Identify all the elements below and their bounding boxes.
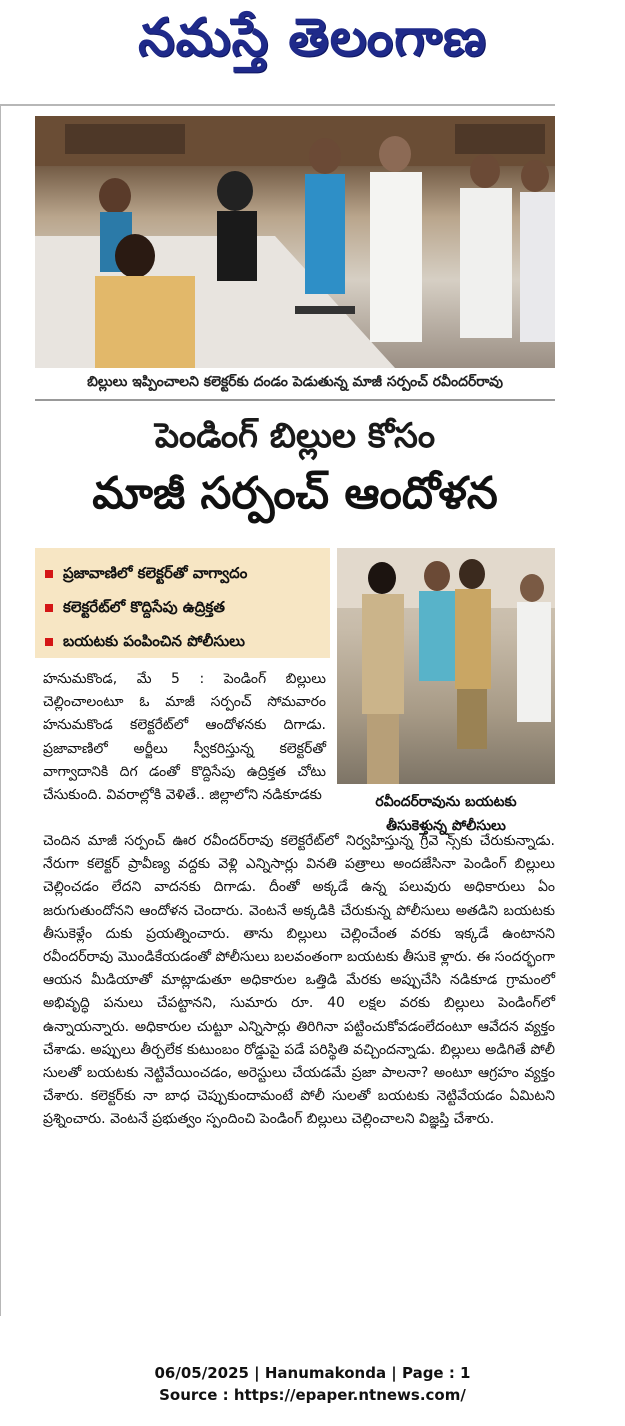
bullet-square-icon (45, 570, 53, 578)
article-body-narrow: హనుమకొండ, మే 5 : పెండింగ్ బిల్లులు చెల్లించాలంటూ ఓ మాజీ సర్పంచ్ సోమవారం హనుమకొండ కలెక్టరేట్‌లో ఆందోళనకు దిగాడు. ప్రజావాణిలో అర్జీలు స్వీకరిస్తున్న కలెక్టర్‌తో వాగ్వాదానికి దిగ డంతో కొద్దిసేపు ఉద్రిక్తత చోటు చేసుకుంది. వివరాల్లోకి వెళితే.. జిల్లాలోని నడికూడకు (43, 671, 326, 804)
police-photo (337, 548, 555, 784)
highlight-item: బయటకు పంపించిన పోలీసులు (45, 624, 330, 658)
newspaper-title: నమస్తే తెలంగాణ (138, 8, 487, 68)
headline-line-1: పెండింగ్ బిల్లుల కోసం (154, 416, 436, 456)
article-body-wide: చెందిన మాజీ సర్పంచ్ ఊర రవీందర్‌రావు కలెక్టరేట్‌లో నిర్వహిస్తున్న గ్రీవె న్స్‌కు చేరుకున్నాడు. నేరుగా కలెక్టర్ ప్రావీణ్య వద్దకు వెళ్లి ఎన్నిసార్లు వినతి పత్రాలు అందజేసినా పెండింగ్ బిల్లులు చెల్లించడం లేదని వాదనకు దిగాడు. దీంతో అక్కడే ఉన్న పలువురు అధికారులు ఏం జరుగుతుందోనని ఆందోళన చెందారు. వెంటనే అక్కడికి చేరుకున్న పోలీసులు అతడిని బయటకు తీసుకెళ్లేం దుకు ప్రయత్నించారు. తాను బిల్లులు చెల్లించేంత వరకు ఇక్కడే ఉంటానని రవీందర్‌రావు మొండికేయడంతో పోలీసులు బలవంతంగా బయటకు తీసుకె ళ్లారు. ఈ సందర్భంగా ఆయన మీడియాతో మాట్లాడుతూ అధికారుల ఒత్తిడి మేరకు అప్పుచేసి నడికూడ గ్రామంలో అభివృద్ధి పనులు చేపట్టానని, సుమారు రూ. 40 లక్షల వరకు బిల్లులు పెండింగ్‌లో ఉన్నాయన్నారు. అధికారుల చుట్టూ ఎన్నిసార్లు తిరిగినా పట్టించుకోవడంలేదంటూ ఆవేదన వ్యక్తం చేశాడు. అప్పులు తీర్చలేక కుటుంబం రోడ్డుపై పడే పరిస్థితి వచ్చిందన్నాడు. బిల్లులు అడిగితే పోలీ సులతో బయటకు నెట్టివేయించడం, అరెస్టులు చేయడమే ప్రజా పాలనా? అంటూ ఆగ్రహం వ్యక్తం చేశారు. కలెక్టర్‌కు నా బాధ చెప్పుకుందామంటే పోలీ సులతో బయటకు నెట్టివేయడం ఏమిటని ప్రశ్నించారు. వెంటనే ప్రభుత్వం స్పందించి పెండింగ్ బిల్లులు చెల్లించాలని విజ్ఞప్తి చేశారు. (43, 833, 555, 1128)
police-photo-illustration (337, 548, 555, 784)
page-footer (0, 1362, 625, 1406)
footer-date-edition: 06/05/2025 | Hanumakonda | Page : 1 (154, 1364, 471, 1382)
highlights-box (35, 548, 330, 658)
meeting-photo (35, 116, 555, 368)
bullet-square-icon (45, 638, 53, 646)
headline-line-2: మాజీ సర్పంచ్ ఆందోళన (92, 468, 498, 519)
masthead (0, 0, 625, 100)
masthead-divider (0, 104, 555, 106)
bullet-square-icon (45, 604, 53, 612)
highlight-item: ప్రజావాణిలో కలెక్టర్‌తో వాగ్వాదం (45, 556, 330, 590)
footer-source: Source : https://epaper.ntnews.com/ (159, 1386, 466, 1404)
clip-border (0, 106, 1, 1316)
highlight-item: కలెక్టరేట్‌లో కొద్దిసేపు ఉద్రిక్తత (45, 590, 330, 624)
meeting-photo-illustration (35, 116, 555, 368)
photo-caption-top: బిల్లులు ఇప్పించాలని కలెక్టర్‌కు దండం పెడుతున్న మాజీ సర్పంచ్ రవీందర్‌రావు (35, 374, 555, 401)
photo-caption-side: రవీందర్‌రావును బయటకు తీసుకెళ్తున్న పోలీసులు (375, 794, 517, 834)
